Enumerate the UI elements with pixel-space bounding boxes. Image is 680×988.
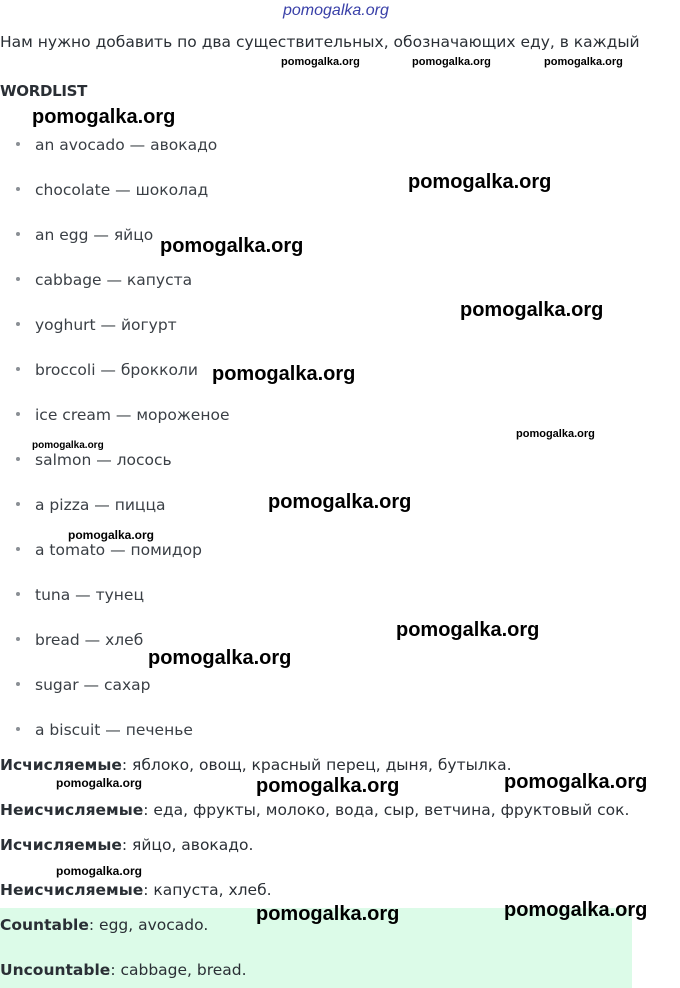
answer-line (0, 881, 272, 899)
answer-line-english (0, 961, 247, 979)
list-item (16, 631, 143, 649)
bullet-icon (16, 457, 20, 461)
word-entry: yoghurt — йогурт (35, 316, 177, 334)
watermark: pomogalka.org (268, 491, 412, 513)
answer-line (0, 836, 253, 854)
watermark: pomogalka.org (256, 903, 400, 925)
list-item (16, 316, 177, 334)
bullet-icon (16, 547, 20, 551)
word-entry: salmon — лосось (35, 451, 172, 469)
watermark: pomogalka.org (68, 528, 155, 542)
watermark: pomogalka.org (148, 647, 292, 669)
word-entry: an egg — яйцо (35, 226, 154, 244)
bullet-icon (16, 142, 20, 146)
answer-text: : капуста, хлеб. (143, 881, 272, 899)
answer-label: Исчисляемые (0, 756, 122, 774)
watermark: pomogalka.org (56, 864, 143, 878)
list-item (16, 361, 198, 379)
watermark: pomogalka.org (504, 771, 648, 793)
bullet-icon (16, 592, 20, 596)
wordlist-heading: WORDLIST (0, 82, 88, 100)
watermark: pomogalka.org (212, 363, 356, 385)
answer-label: Исчисляемые (0, 836, 122, 854)
answer-line (0, 756, 512, 774)
word-entry: chocolate — шоколад (35, 181, 209, 199)
watermark: pomogalka.org (504, 899, 648, 921)
bullet-icon (16, 682, 20, 686)
bullet-icon (16, 322, 20, 326)
list-item (16, 136, 217, 154)
bullet-icon (16, 232, 20, 236)
answer-text: : еда, фрукты, молоко, вода, сыр, ветчина, фруктовый сок. (143, 801, 630, 819)
answer-text: : яйцо, авокадо. (121, 836, 254, 854)
watermark: pomogalka.org (544, 56, 623, 68)
answer-label: Countable (0, 916, 89, 934)
answer-text: : cabbage, bread. (110, 961, 247, 979)
watermark: pomogalka.org (281, 56, 360, 68)
list-item (16, 496, 166, 514)
list-item (16, 406, 229, 424)
watermark: pomogalka.org (396, 619, 540, 641)
answer-label: Неисчисляемые (0, 881, 144, 899)
watermark: pomogalka.org (256, 775, 400, 797)
watermark: pomogalka.org (56, 776, 143, 790)
list-item (16, 271, 192, 289)
watermark-top: pomogalka.org (283, 2, 389, 19)
word-entry: a biscuit — печенье (35, 721, 193, 739)
list-item (16, 181, 208, 199)
answer-label: Uncountable (0, 961, 111, 979)
list-item (16, 721, 193, 739)
watermark: pomogalka.org (32, 106, 176, 128)
answer-line (0, 801, 629, 819)
bullet-icon (16, 727, 20, 731)
bullet-icon (16, 412, 20, 416)
bullet-icon (16, 637, 20, 641)
word-entry: broccoli — брокколи (35, 361, 198, 379)
list-item (16, 226, 153, 244)
bullet-icon (16, 367, 20, 371)
answer-label: Неисчисляемые (0, 801, 144, 819)
answer-text: : яблоко, овощ, красный перец, дыня, бутылка. (121, 756, 512, 774)
list-item (16, 451, 172, 469)
word-entry: a pizza — пицца (35, 496, 166, 514)
intro-text: Нам нужно добавить по два существительных, обозначающих еду, в каждый (0, 33, 640, 51)
answer-line-english (0, 916, 208, 934)
word-entry: bread — хлеб (35, 631, 144, 649)
word-entry: tuna — тунец (35, 586, 144, 604)
word-entry: a tomato — помидор (35, 541, 202, 559)
bullet-icon (16, 187, 20, 191)
bullet-icon (16, 502, 20, 506)
bullet-icon (16, 277, 20, 281)
watermark: pomogalka.org (516, 428, 595, 440)
watermark: pomogalka.org (412, 56, 491, 68)
watermark: pomogalka.org (460, 299, 604, 321)
list-item (16, 586, 144, 604)
answer-text: : egg, avocado. (88, 916, 209, 934)
list-item (16, 676, 151, 694)
watermark: pomogalka.org (160, 235, 304, 257)
watermark: pomogalka.org (408, 171, 552, 193)
word-entry: ice cream — мороженое (35, 406, 230, 424)
word-entry: sugar — сахар (35, 676, 151, 694)
word-entry: an avocado — авокадо (35, 136, 218, 154)
list-item (16, 541, 202, 559)
watermark: pomogalka.org (32, 440, 104, 451)
word-entry: cabbage — капуста (35, 271, 193, 289)
